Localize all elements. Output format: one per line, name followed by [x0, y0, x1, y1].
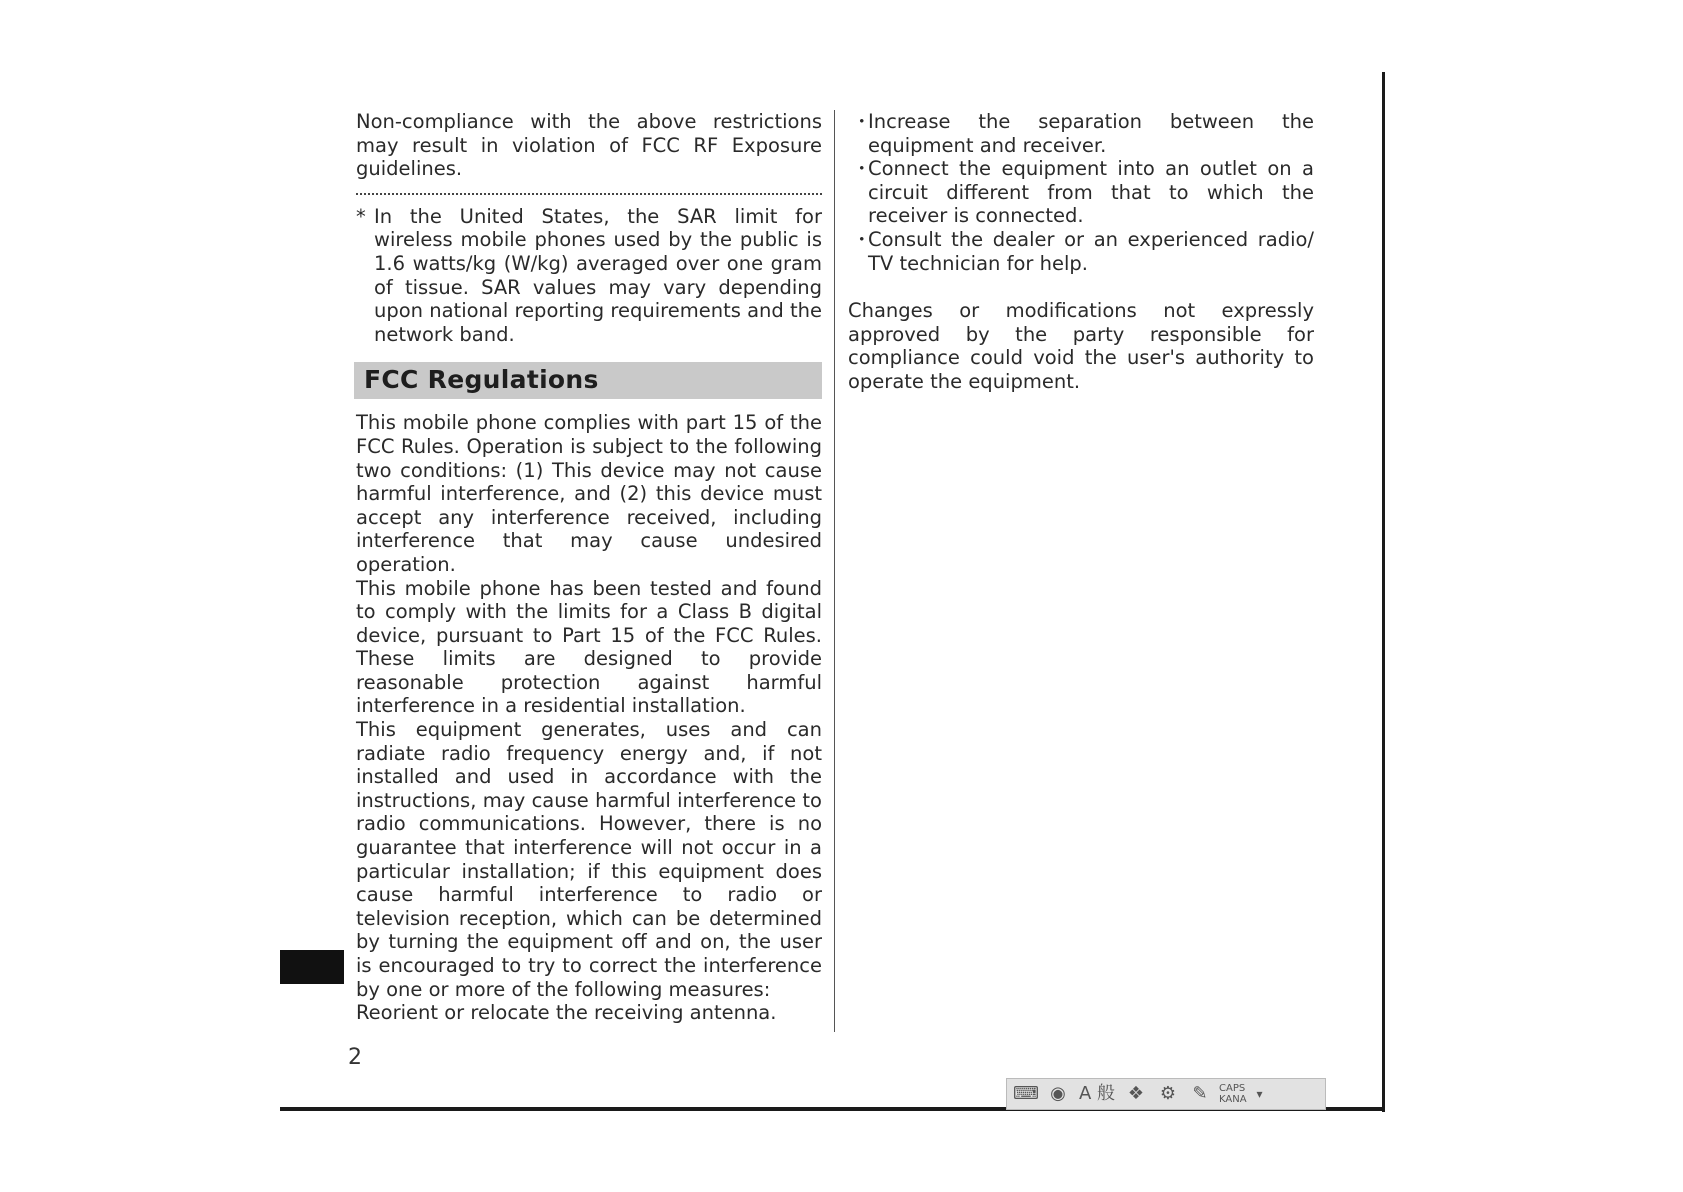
closing-paragraph: Changes or modifications not expressly approved by the party responsible for compliance could void the user's authority to operate the equipment.	[848, 299, 1314, 393]
bullet-item	[848, 228, 1314, 275]
page-border-right	[1382, 72, 1385, 1112]
bullet-dot: ・	[852, 227, 872, 251]
tools-icon[interactable]: ⚙	[1159, 1083, 1177, 1104]
fcc-paragraph-3: This equipment generates, uses and can radiate radio frequency energy and, if not installed and used in accordance with the instructions, may cause harmful interference to radio communications. However, there is no guarantee that interference will not occur in a particular installation; if this equipment does cause harmful interference to radio or television reception, which can be determined by turning the equipment off and on, the user is encouraged to try to correct the interference by one or more of the following measures:	[356, 718, 822, 1001]
right-column	[848, 110, 1314, 394]
caps-label: CAPS	[1219, 1083, 1246, 1094]
fcc-paragraph-2: This mobile phone has been tested and found to comply with the limits for a Class B digital device, pursuant to Part 15 of the FCC Rules. These limits are designed to provide reasonable protection against harmful interference in a residential installation.	[356, 576, 822, 718]
intro-paragraph: Non-compliance with the above restrictions may result in violation of FCC RF Exposure guidelines.	[356, 110, 822, 181]
fcc-paragraph-1: This mobile phone complies with part 15 of the FCC Rules. Operation is subject to the following two conditions: (1) This device may not cause harmful interference, and (2) this device must accept any interference received, including interference that may cause undesired operation.	[356, 411, 822, 576]
caps-kana-indicator	[1219, 1083, 1247, 1105]
page-number: 2	[348, 1045, 362, 1070]
section-title: FCC Regulations	[354, 362, 822, 399]
bullet-dot: ・	[852, 157, 872, 181]
bullet-text: Increase the separation between the equipment and receiver.	[868, 110, 1314, 157]
section-tab-marker	[280, 950, 344, 984]
sar-note	[356, 205, 822, 347]
kana-label: KANA	[1219, 1094, 1247, 1105]
left-column	[356, 110, 822, 1025]
pen-icon[interactable]: ✎	[1192, 1083, 1208, 1104]
asterisk-mark: *	[356, 204, 366, 228]
bullet-dot: ・	[852, 110, 872, 133]
bullet-item	[848, 110, 1314, 157]
dictionary-icon[interactable]: ❖	[1127, 1083, 1145, 1104]
ime-language-bar[interactable]	[1006, 1078, 1326, 1110]
bullet-text: Consult the dealer or an experienced radio/ TV technician for help.	[868, 227, 1314, 275]
sar-note-text: In the United States, the SAR limit for wireless mobile phones used by the public is 1.6 watts/kg (W/kg) averaged over one gram of tissue. SAR values may vary depending upon national reporting requirements and the network band.	[374, 204, 822, 346]
input-mode-label[interactable]: A 般	[1078, 1083, 1116, 1104]
keyboard-icon[interactable]: ⌨	[1013, 1083, 1039, 1104]
fcc-paragraph-4: Reorient or relocate the receiving antenna.	[356, 1001, 777, 1025]
bullet-item	[848, 157, 1314, 228]
spacer	[848, 275, 1314, 299]
dotted-separator	[356, 193, 822, 195]
input-method-icon[interactable]: ◉	[1050, 1083, 1066, 1104]
chevron-down-icon[interactable]: ▾	[1256, 1087, 1263, 1101]
column-divider	[834, 110, 835, 1032]
bullet-text: Connect the equipment into an outlet on a circuit different from that to which the receiver is connected.	[868, 157, 1314, 228]
